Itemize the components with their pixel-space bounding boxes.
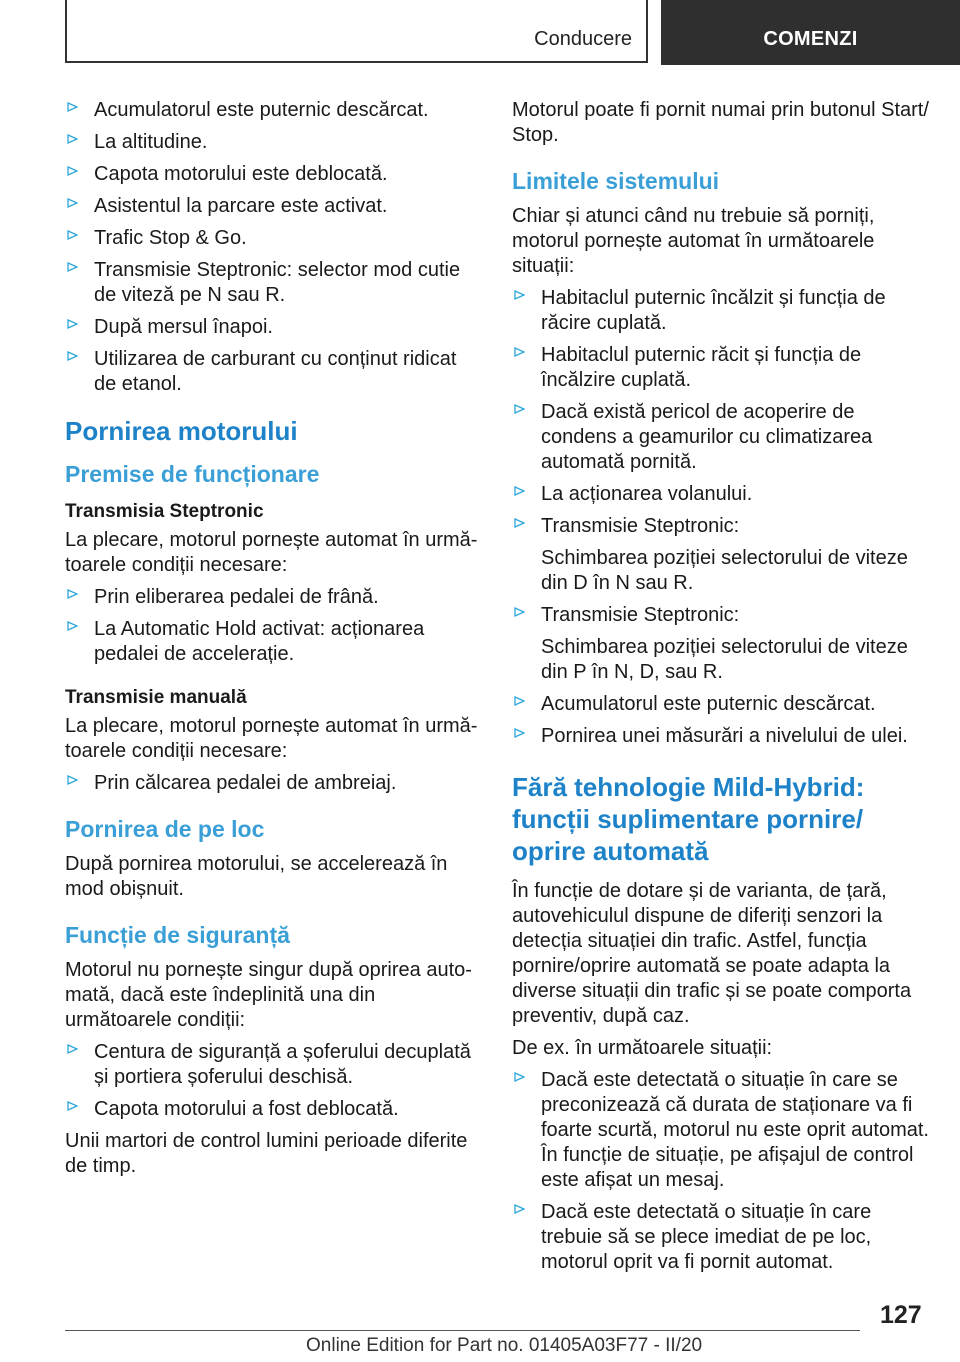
list-item <box>65 194 483 219</box>
list-item <box>512 692 930 717</box>
triangle-right-icon <box>66 229 78 241</box>
header-section-box <box>65 0 648 63</box>
list-item-text: Pornirea unei măsurări a nivelului de ulei. <box>541 725 908 747</box>
list-item <box>65 1097 483 1122</box>
list-item <box>65 617 483 667</box>
list-item <box>65 98 483 123</box>
list-item-text: Utilizarea de carburant cu conținut ridicat de etanol. <box>94 348 457 395</box>
left-column <box>65 98 483 1186</box>
list-item <box>512 603 930 628</box>
list-item <box>512 482 930 507</box>
paragraph-limits: Chiar și atunci când nu trebuie să porniți, motorul pornește automat în următoarele situații: <box>512 205 875 277</box>
list-item <box>512 343 930 393</box>
list-item-text: Dacă este detectată o situație în care se preconizează că durata de staționare va fi foarte scurtă, motorul nu este oprit automat. În funcție de situație, pe afișajul de control este afișat un mesaj. <box>541 1069 929 1191</box>
page-number: 127 <box>880 1301 922 1329</box>
list-item-text: Acumulatorul este puternic descărcat. <box>94 99 429 121</box>
list-item <box>65 347 483 397</box>
list-item-text: Capota motorului este deblocată. <box>94 163 388 185</box>
triangle-right-icon <box>513 1203 525 1215</box>
list-item-text: Habitaclul puternic încălzit și funcția de răcire cuplată. <box>541 287 886 334</box>
list-item-text: Capota motorului a fost deblocată. <box>94 1098 399 1120</box>
heading-engine-start: Pornirea motorului <box>65 416 298 446</box>
list-item-text: Habitaclul puternic răcit și funcția de încălzire cuplată. <box>541 344 862 391</box>
header-chapter-tab <box>661 0 960 65</box>
triangle-right-icon <box>513 403 525 415</box>
list-item-text: După mersul înapoi. <box>94 316 273 338</box>
paragraph-manual: La plecare, motorul pornește automat în următoarele condiții necesare: <box>65 715 478 762</box>
triangle-right-icon <box>66 261 78 273</box>
list-conditions <box>65 98 483 397</box>
heading-manual: Transmisie manuală <box>65 687 247 708</box>
paragraph-safety: Motorul nu pornește singur după oprirea automată, dacă este îndeplinită una din următoarele condiții: <box>65 959 472 1031</box>
list-examples <box>512 1068 930 1275</box>
list-item <box>65 226 483 251</box>
triangle-right-icon <box>513 289 525 301</box>
list-item <box>65 585 483 610</box>
paragraph-start-stop: Motorul poate fi pornit numai prin butonul Start/ Stop. <box>512 99 929 146</box>
list-safety <box>65 1040 483 1122</box>
triangle-right-icon <box>66 133 78 145</box>
list-manual <box>65 771 483 796</box>
heading-safety: Funcție de siguranță <box>65 922 290 948</box>
list-item-text: Prin călcarea pedalei de ambreiaj. <box>94 772 397 794</box>
list-item <box>512 1068 930 1193</box>
list-item <box>65 258 483 308</box>
triangle-right-icon <box>513 1071 525 1083</box>
list-item <box>512 286 930 336</box>
paragraph-lamps: Unii martori de control lumini perioade diferite de timp. <box>65 1130 468 1177</box>
triangle-right-icon <box>66 165 78 177</box>
triangle-right-icon <box>513 606 525 618</box>
list-steptronic <box>65 585 483 667</box>
header-chapter-title: COMENZI <box>763 28 858 50</box>
list-item <box>65 1040 483 1090</box>
list-item <box>512 514 930 539</box>
heading-mild-hybrid: Fără tehnologie Mild-Hybrid: funcții suplimentare pornire/ oprire automată <box>512 772 865 866</box>
list-item-text: Dacă există pericol de acoperire de condens a geamurilor cu climatizarea automată pornită. <box>541 401 873 473</box>
triangle-right-icon <box>66 588 78 600</box>
paragraph-steptronic: La plecare, motorul pornește automat în următoarele condiții necesare: <box>65 529 478 576</box>
list-item-text: Dacă este detectată o situație în care trebuie să se plece imediat de pe loc, motorul oprit va fi pornit automat. <box>541 1201 872 1273</box>
triangle-right-icon <box>66 774 78 786</box>
triangle-right-icon <box>66 1043 78 1055</box>
triangle-right-icon <box>66 197 78 209</box>
paragraph-mild-hybrid: În funcție de dotare și de varianta, de țară, autovehiculul dispune de diferiți senzori la detecția situației din trafic. Astfel, funcția pornire/oprire automată se poate adapta la diverse situații din trafic și se poate comporta preventiv, după caz. <box>512 880 912 1027</box>
footer-edition: Online Edition for Part no. 01405A03F77 - II/20 <box>306 1335 703 1356</box>
header-section-title: Conducere <box>534 28 632 50</box>
list-item <box>512 400 930 475</box>
triangle-right-icon <box>66 350 78 362</box>
list-item <box>65 771 483 796</box>
triangle-right-icon <box>513 695 525 707</box>
list-item-text: Acumulatorul este puternic descărcat. <box>541 693 876 715</box>
heading-drive-off: Pornirea de pe loc <box>65 816 265 842</box>
list-item-text: Asistentul la parcare este activat. <box>94 195 388 217</box>
paragraph-drive-off: După pornirea motorului, se accelerează în mod obișnuit. <box>65 853 448 900</box>
list-item-text: Transmisie Steptronic: selector mod cutie de viteză pe N sau R. <box>94 259 461 306</box>
list-item-text: Transmisie Steptronic: <box>541 515 740 537</box>
list-item <box>65 162 483 187</box>
list-item-subtext: Schimbarea poziției selectorului de viteze din D în N sau R. <box>541 547 908 594</box>
heading-steptronic: Transmisia Steptronic <box>65 501 264 522</box>
triangle-right-icon <box>66 620 78 632</box>
list-limits <box>512 286 930 749</box>
list-item-text: Trafic Stop & Go. <box>94 227 247 249</box>
footer-divider <box>65 1330 860 1331</box>
triangle-right-icon <box>513 485 525 497</box>
triangle-right-icon <box>66 101 78 113</box>
list-item-text: Transmisie Steptronic: <box>541 604 740 626</box>
triangle-right-icon <box>513 727 525 739</box>
list-item <box>65 130 483 155</box>
triangle-right-icon <box>66 1100 78 1112</box>
list-item <box>512 724 930 749</box>
right-column <box>512 98 930 1282</box>
list-item-text: Centura de siguranță a șoferului decuplată și portiera șoferului deschisă. <box>94 1041 471 1088</box>
list-item-text: La acționarea volanului. <box>541 483 753 505</box>
list-item-text: La Automatic Hold activat: acționarea pedalei de accelerație. <box>94 618 425 665</box>
heading-limits: Limitele sistemului <box>512 168 720 194</box>
triangle-right-icon <box>513 517 525 529</box>
triangle-right-icon <box>66 318 78 330</box>
paragraph-example: De ex. în următoarele situații: <box>512 1037 773 1059</box>
list-item-subtext: Schimbarea poziției selectorului de viteze din P în N, D, sau R. <box>541 636 908 683</box>
triangle-right-icon <box>513 346 525 358</box>
list-item-text: Prin eliberarea pedalei de frână. <box>94 586 379 608</box>
list-item-text: La altitudine. <box>94 131 208 153</box>
list-item <box>65 315 483 340</box>
list-item <box>512 1200 930 1275</box>
heading-premise: Premise de funcționare <box>65 461 320 487</box>
